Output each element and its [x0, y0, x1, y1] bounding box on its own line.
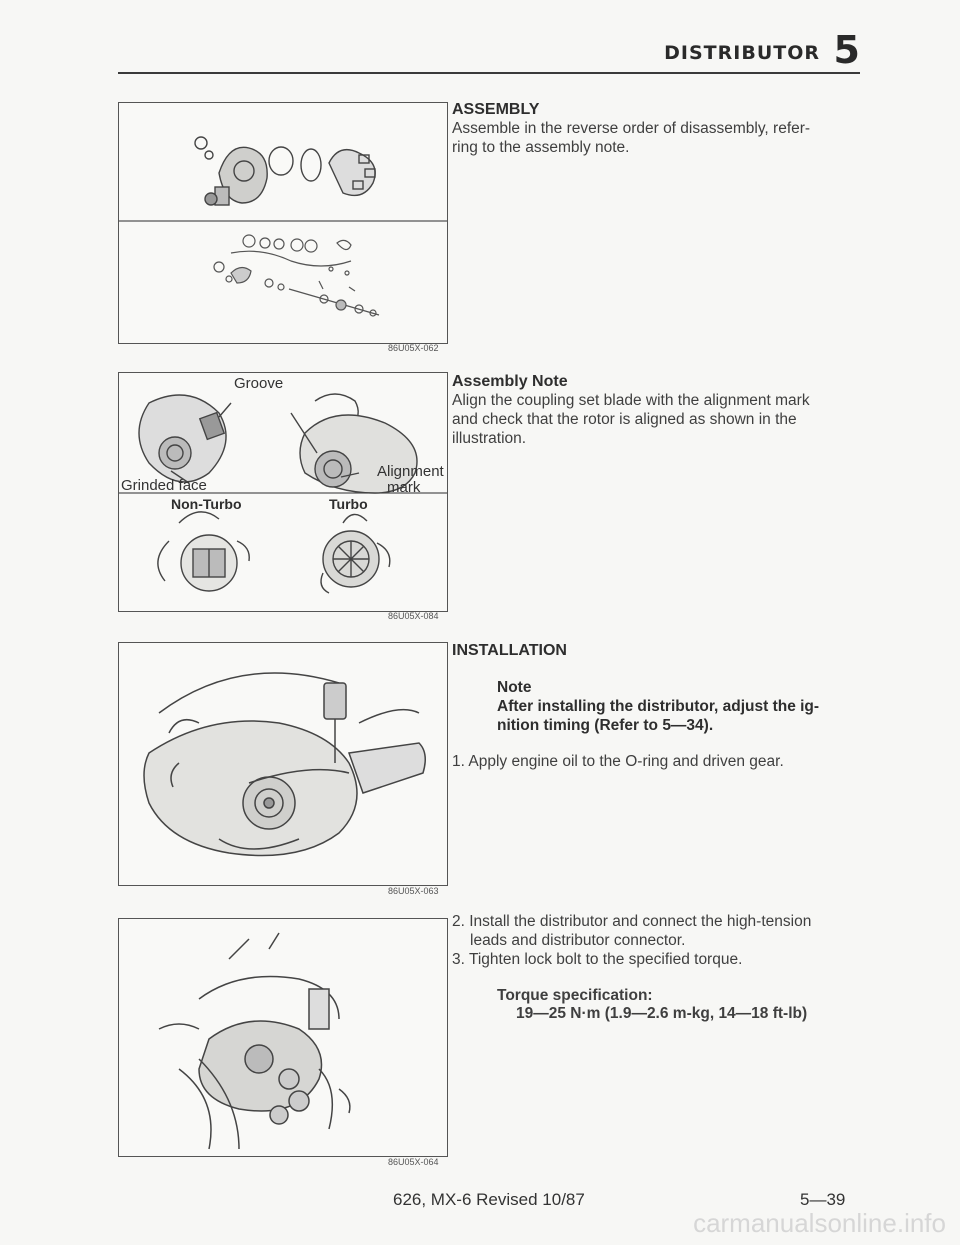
- step-2: [452, 912, 811, 931]
- installation-note: [497, 678, 877, 735]
- step-2-cont: [470, 931, 685, 950]
- assembly-note-heading: Assembly Note: [452, 373, 568, 390]
- section-title: DISTRIBUTOR: [664, 42, 820, 64]
- assembly-body-line: ring to the assembly note.: [452, 139, 630, 156]
- step-number: 3.: [452, 951, 465, 968]
- watermark: carmanualsonline.info: [693, 1208, 946, 1238]
- non-turbo-label: Non-Turbo: [171, 496, 242, 512]
- step-number: 2.: [452, 913, 465, 930]
- torque-label: Torque specification:: [497, 987, 653, 1004]
- figure-installation: [118, 918, 448, 1157]
- chapter-number: 5: [833, 28, 860, 72]
- figure-disassembly: [118, 102, 448, 344]
- installation-heading: INSTALLATION: [452, 642, 567, 659]
- step-1: [452, 752, 784, 771]
- figure-caption: 86U05X-062: [388, 343, 439, 353]
- assembly-note-line: and check that the rotor is aligned as shown in the: [452, 411, 797, 428]
- torque-value: 19—25 N·m (1.9—2.6 m-kg, 14—18 ft-lb): [516, 1005, 808, 1022]
- page-header: [118, 28, 860, 74]
- step-line: Install the distributor and connect the high-tension: [469, 913, 812, 930]
- installation-heading-wrap: [452, 641, 872, 660]
- installed-distributor-illustration: [119, 919, 447, 1156]
- turbo-label: Turbo: [329, 496, 368, 512]
- alignment-label: Alignment: [377, 463, 444, 480]
- figure-caption: 86U05X-084: [388, 611, 439, 621]
- mark-label: mark: [387, 479, 421, 496]
- step-line: Apply engine oil to the O-ring and driven gear.: [468, 753, 784, 770]
- grinded-face-label: Grinded face: [121, 477, 207, 494]
- assembly-section: [452, 100, 872, 157]
- assembly-heading: ASSEMBLY: [452, 101, 540, 118]
- groove-label: Groove: [234, 375, 284, 392]
- footer-model: 626, MX-6 Revised 10/87: [393, 1190, 585, 1209]
- assembly-note-section: [452, 372, 872, 448]
- step-line: leads and distributor connector.: [470, 932, 686, 949]
- figure-caption: 86U05X-064: [388, 1157, 439, 1167]
- step-number: 1.: [452, 753, 465, 770]
- step-3: [452, 950, 742, 969]
- note-label: Note: [497, 679, 532, 696]
- note-line: nition timing (Refer to 5—34).: [497, 717, 714, 734]
- assembly-body-line: Assemble in the reverse order of disassembly, refer-: [452, 120, 811, 137]
- figure-oil-application: [118, 642, 448, 886]
- exploded-distributor-illustration: [119, 103, 447, 343]
- assembly-note-line: illustration.: [452, 430, 527, 447]
- figure-alignment: [118, 372, 448, 612]
- assembly-note-line: Align the coupling set blade with the alignment mark: [452, 392, 810, 409]
- note-line: After installing the distributor, adjust the ig-: [497, 698, 820, 715]
- oil-application-illustration: [119, 643, 447, 885]
- step-line: Tighten lock bolt to the specified torque.: [468, 951, 743, 968]
- page-number: 5—39: [800, 1190, 846, 1209]
- figure-caption: 86U05X-063: [388, 886, 439, 896]
